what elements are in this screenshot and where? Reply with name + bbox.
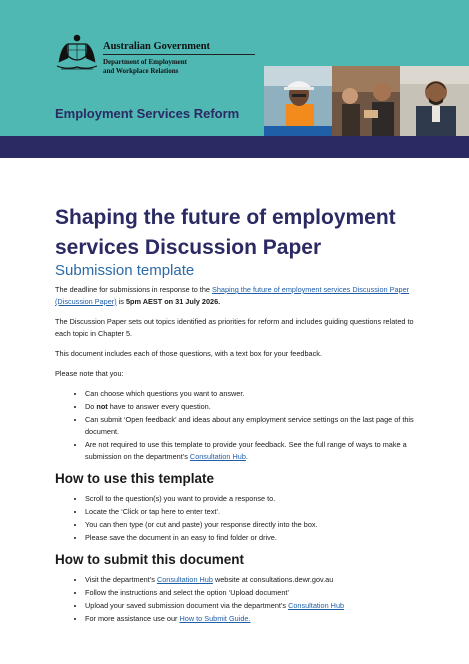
list-item: • Locate the ‘Click or tap here to enter text’. [85,506,415,518]
dept-name-line1: Department of Employment [103,58,187,66]
list-item-text: For more assistance use our [85,614,180,623]
list-item-text: website at consultations.dewr.gov.au [212,575,334,584]
header-banner [0,0,469,136]
gov-name: Australian Government [103,41,211,52]
how-to-submit-list [55,574,415,625]
please-note-list [55,388,415,463]
list-item: • Follow the instructions and select the option ‘Upload document’ [85,587,415,599]
please-note-paragraph: Please note that you: [55,369,124,378]
deadline-paragraph [55,284,415,308]
discussion-paper-paragraph: The Discussion Paper sets out topics identified as priorities for reform and includes guiding questions related to each topic in Chapter 5. [55,317,414,338]
deadline-date: 5pm AEST on 31 July 2026. [125,297,221,306]
deadline-text: The deadline for submissions in response to the [55,285,212,294]
list-item-bold: not [96,402,108,411]
list-item [85,574,415,586]
list-item-text: have to answer every question. [107,402,211,411]
list-item [85,439,415,463]
dept-name-line2: and Workplace Relations [103,67,179,75]
list-item: • Scroll to the question(s) you want to provide a response to. [85,493,415,505]
list-item: • Please save the document in an easy to find folder or drive. [85,532,415,544]
page-subtitle: Submission template [55,262,195,279]
list-item-text: Do [85,402,97,411]
gov-divider [103,54,255,55]
how-to-submit-heading: How to submit this document [55,552,244,567]
list-item: • Can submit ‘Open feedback’ and ideas about any employment service settings on the last page of this document. [85,414,415,438]
how-to-submit-guide-link[interactable]: How to Submit Guide. [179,614,251,623]
consultation-hub-link[interactable]: Consultation Hub [156,575,213,584]
list-item-text: Are not required to use this template to provide your feedback. See the full range of ways to make a submission on the department’s [85,440,407,461]
navy-header-bar [0,136,469,158]
photo-worker-hardhat [264,66,332,136]
page-title: Shaping the future of employment services Discussion Paper [55,206,396,259]
photo-office-worker [400,66,469,136]
list-item [85,401,415,413]
banner-title: Employment Services Reform [55,106,240,121]
list-item-text: . [245,452,248,461]
consultation-hub-link[interactable]: Consultation Hub [288,601,345,610]
document-body [55,284,415,629]
discussion-paper-link[interactable]: Shaping the future of employment services Discussion Paper (Discussion Paper) [55,285,410,306]
commonwealth-coat-of-arms-icon [55,32,99,72]
list-item: • You can then type (or cut and paste) your response directly into the box. [85,519,415,531]
list-item [85,613,415,625]
consultation-hub-link[interactable]: Consultation Hub [189,452,246,461]
list-item-text: Visit the department’s [85,575,157,584]
list-item [85,600,415,612]
photo-workshop [332,66,400,136]
list-item: • Can choose which questions you want to answer. [85,388,415,400]
questions-paragraph: This document includes each of those questions, with a text box for your feedback. [55,349,322,358]
list-item-text: Upload your saved submission document via the department’s [85,601,289,610]
deadline-text-mid: is [116,297,126,306]
how-to-use-heading: How to use this template [55,471,215,486]
how-to-use-list [55,493,415,544]
government-logo [55,32,215,82]
banner-photo-strip [264,66,469,136]
